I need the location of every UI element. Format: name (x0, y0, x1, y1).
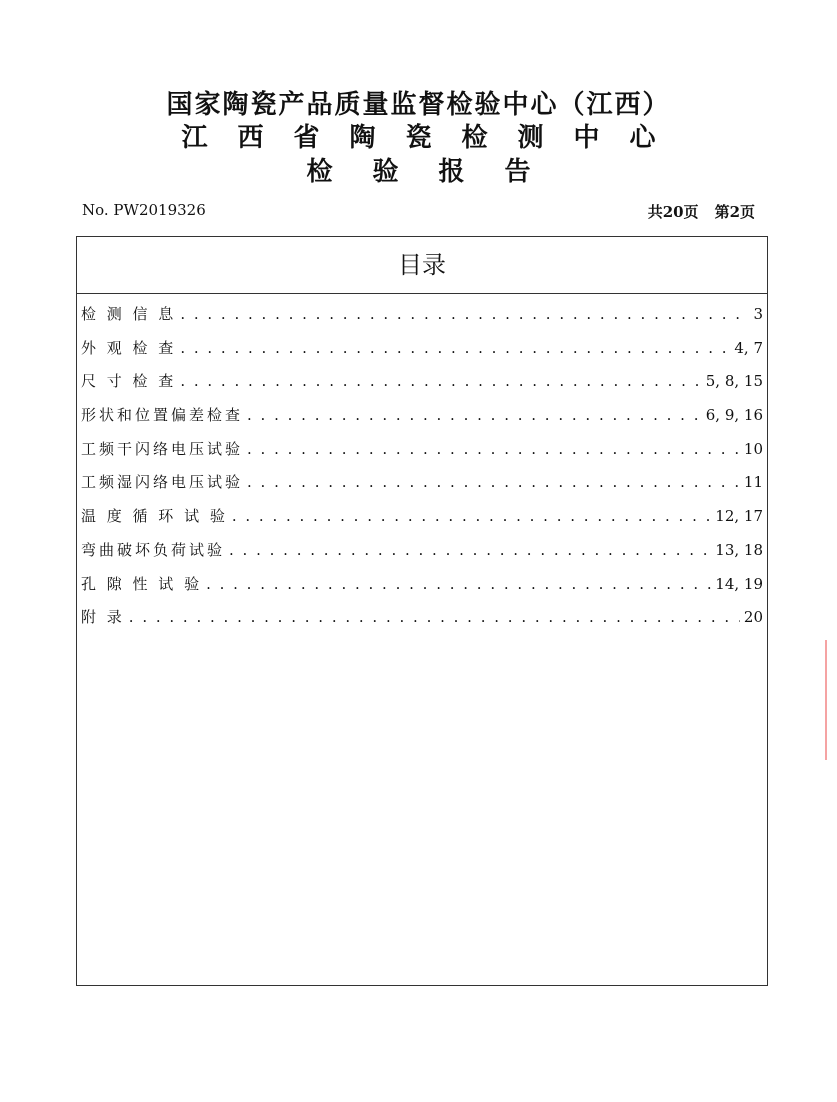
toc-item: 外 观 检 查 . . . 4, 7 (77, 332, 767, 366)
center-subname: 江西省陶瓷检测中心 (181, 123, 686, 153)
toc-item: 检 测 信 息 . . . 3 (77, 298, 767, 332)
toc-item: 工频干闪络电压试验 . . . 10 (77, 433, 767, 467)
toc-title: 目录 (77, 237, 767, 294)
report-number: No. PW2019326 (82, 201, 206, 219)
toc-box (76, 236, 768, 986)
total-pages: 共20页 (647, 203, 699, 221)
toc-item: 温 度 循 环 试 验 . . . 12, 17 (77, 500, 767, 534)
report-title: 检验报告 (306, 157, 571, 187)
toc-item: 形状和位置偏差检查 . . . 6, 9, 16 (77, 399, 767, 433)
toc-item: 弯曲破坏负荷试验 . . . 13, 18 (77, 534, 767, 568)
toc-list (77, 294, 767, 635)
toc-item: 尺 寸 检 查 . . . 5, 8, 15 (77, 365, 767, 399)
page-info (632, 201, 755, 222)
seal-edge (825, 640, 837, 760)
center-name: 国家陶瓷产品质量监督检验中心（江西） (166, 90, 671, 120)
current-page: 第2页 (714, 203, 755, 221)
toc-item: 附 录 . . . 20 (77, 601, 767, 635)
report-header (0, 88, 837, 190)
toc-item: 工频湿闪络电压试验 . . . 11 (77, 466, 767, 500)
toc-item: 孔 隙 性 试 验 . . . 14, 19 (77, 568, 767, 602)
